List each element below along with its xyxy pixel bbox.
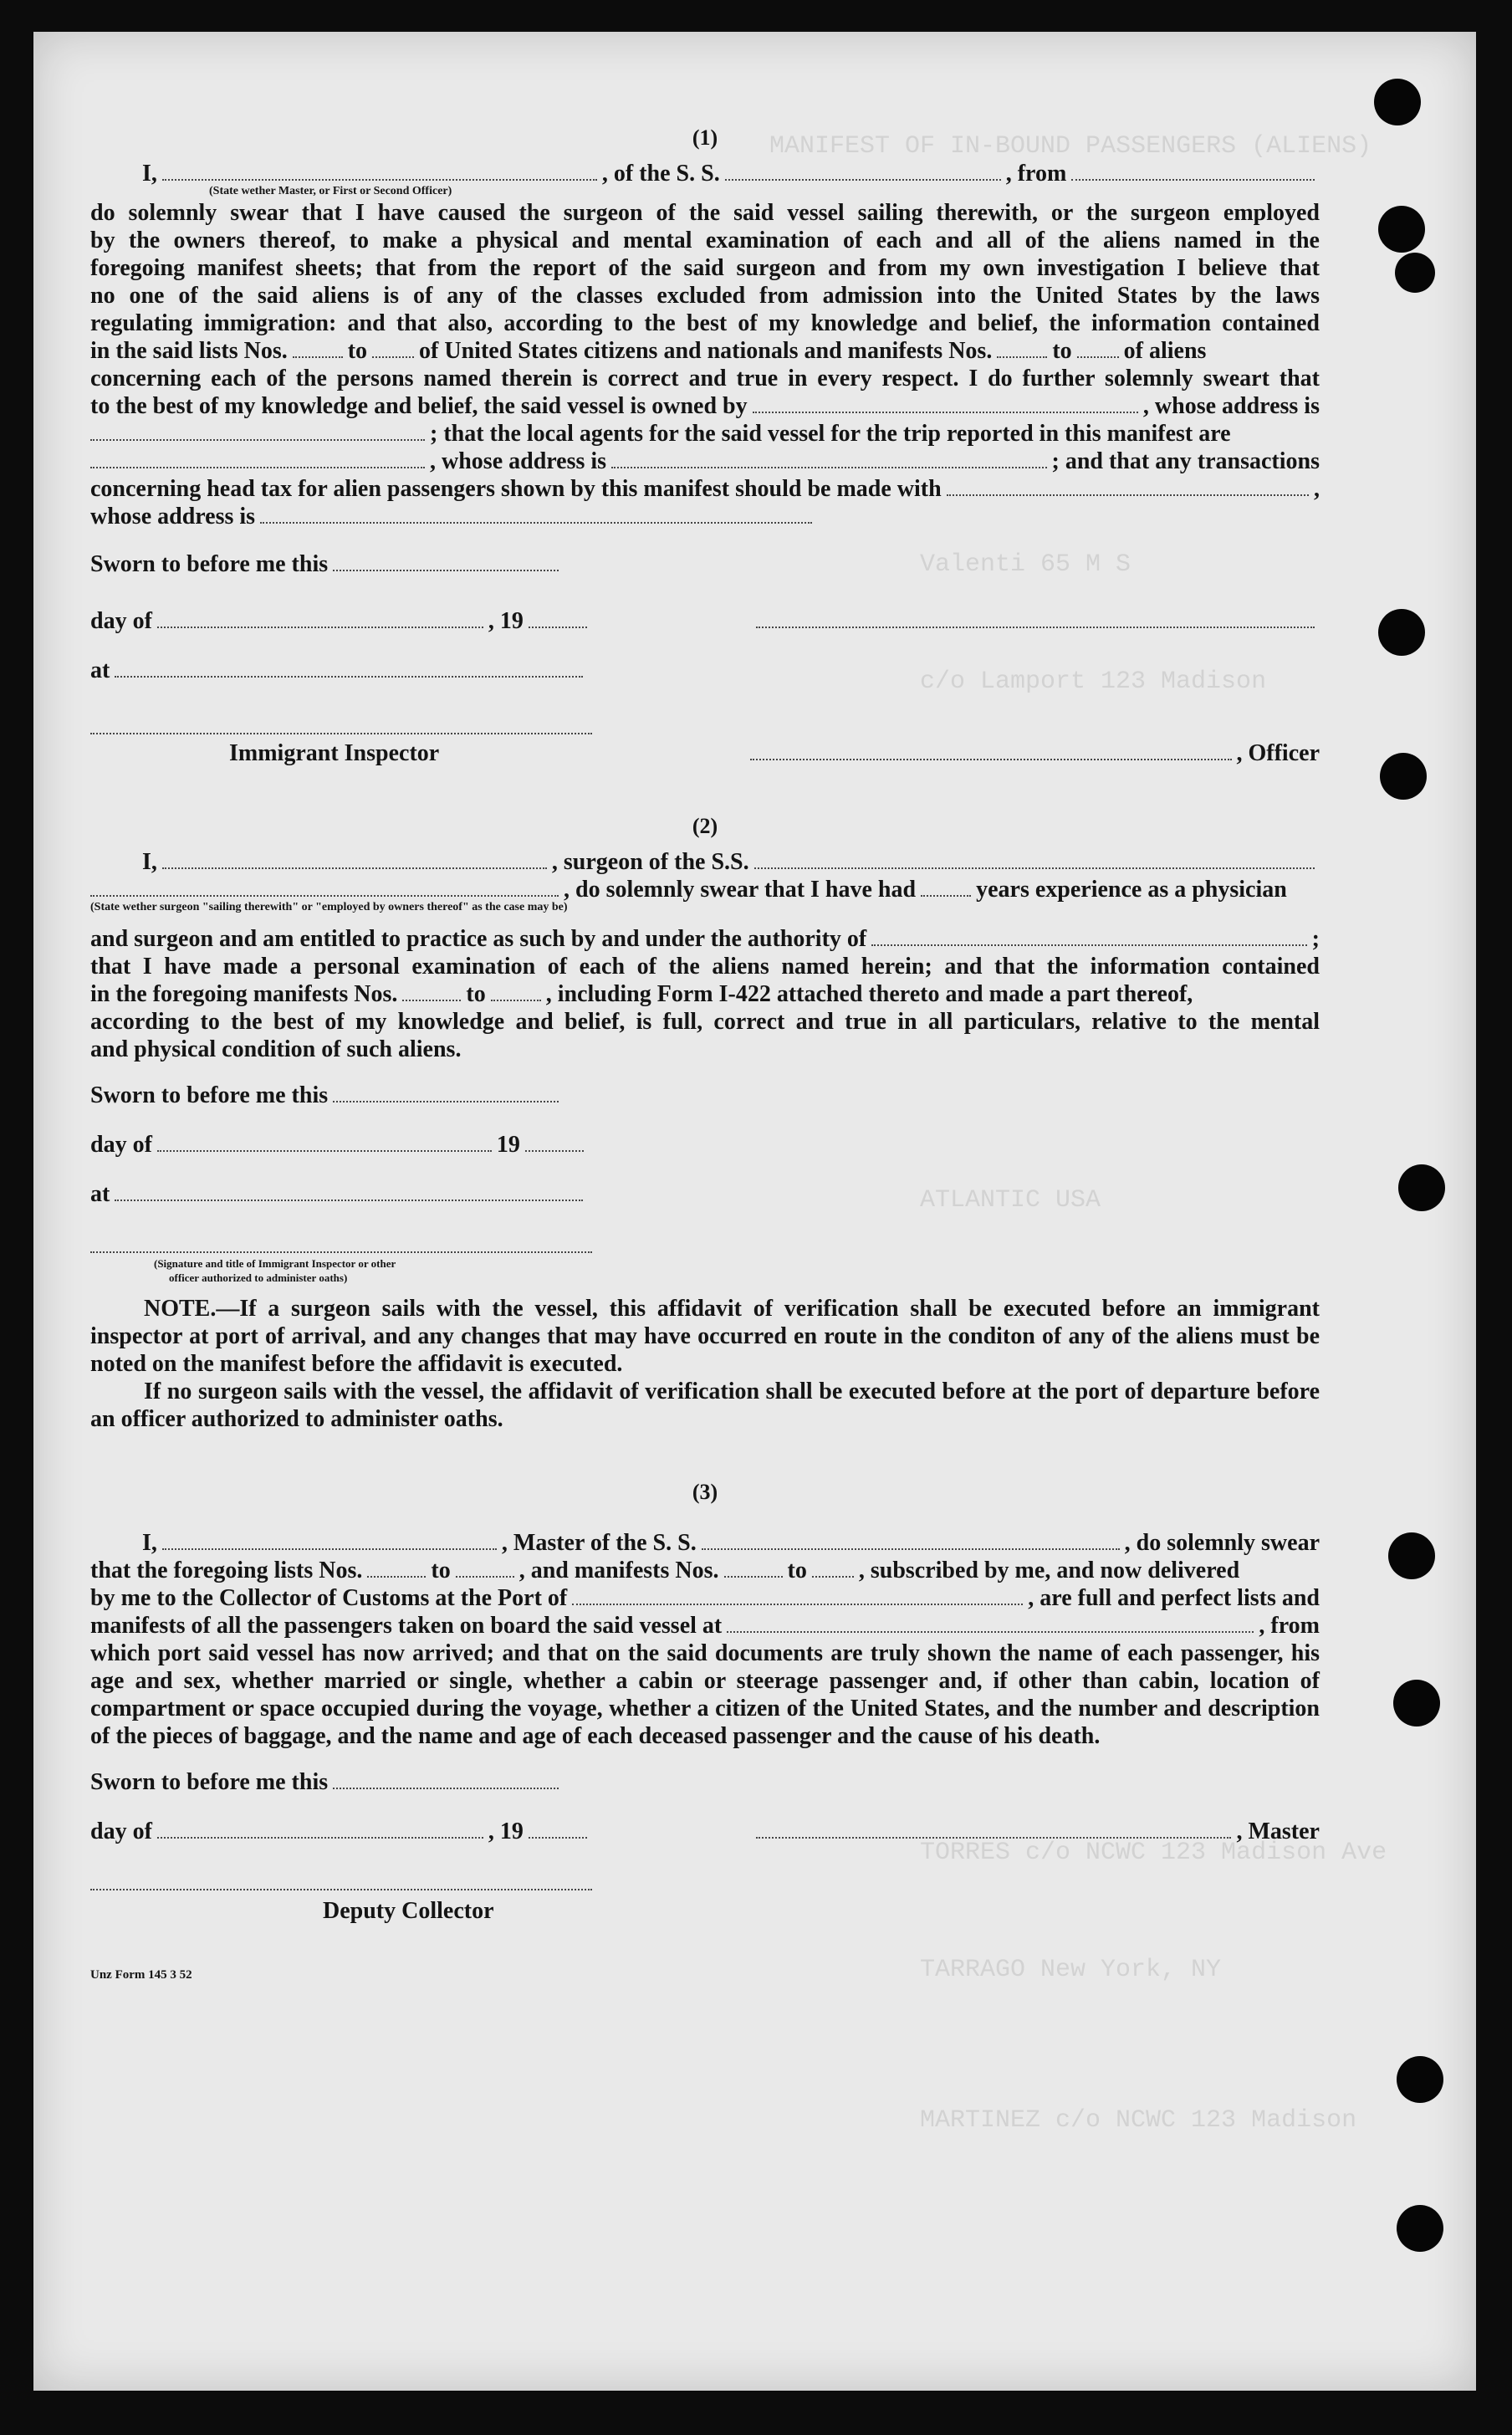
deputy-signature-row [90, 1870, 1320, 1890]
surgeon-status-field[interactable] [90, 877, 559, 897]
officer-note: (State wether Master, or First or Second Officer) [209, 185, 452, 197]
section-3-line-2: that the foregoing lists Nos. to , and manifests Nos. to , subscribed by me, and now delivered [90, 1558, 1240, 1583]
section-2-line-3: and surgeon and am entitled to practice as such by and under the authority of ; [90, 926, 1320, 952]
master-vessel-field[interactable] [702, 1530, 1120, 1550]
agents-address-line: , whose address is ; and that any transactions [90, 448, 1320, 475]
section-2-line-2: , do solemnly swear that I have had years experience as a physician [90, 876, 1320, 903]
from-port-field[interactable] [1071, 161, 1315, 181]
section-1-text-line: foregoing manifest sheets; that from the report of the said surgeon and from my own investigation I believe that [90, 255, 1320, 281]
authority-field[interactable] [871, 926, 1306, 946]
lists-from-field[interactable] [293, 338, 343, 358]
punch-hole [1397, 2205, 1443, 2252]
year-field[interactable] [529, 608, 587, 628]
document-sheet [33, 32, 1476, 2391]
lists-from-field-3[interactable] [367, 1558, 426, 1578]
whose-address-line: whose address is [90, 503, 1320, 530]
inspector-signature-row [90, 714, 1320, 734]
section-1-text-line: no one of the said aliens is of any of the classes excluded from admission into the United States by the laws [90, 283, 1320, 309]
month-field-3[interactable] [157, 1819, 483, 1839]
punch-hole [1397, 2056, 1443, 2103]
inspector-officer-row [90, 739, 1320, 767]
at-line-1: at [90, 657, 1320, 684]
section-3-line-1: I, , Master of the S. S. , do solemnly swear [142, 1530, 1320, 1556]
manifests-to-field-2[interactable] [491, 981, 541, 1001]
year-field-3[interactable] [529, 1819, 587, 1839]
sworn-day-field[interactable] [333, 551, 559, 571]
embark-port-field[interactable] [727, 1613, 1254, 1633]
manifests-from-field-3[interactable] [724, 1558, 783, 1578]
manifests-to-field[interactable] [1077, 338, 1119, 358]
manifests-from-field[interactable] [997, 338, 1047, 358]
manifests-from-field-2[interactable] [402, 981, 461, 1001]
at-line-2: at [90, 1180, 1320, 1208]
inspector-signature-field[interactable] [90, 714, 592, 734]
lists-to-field-3[interactable] [456, 1558, 514, 1578]
at-place-field[interactable] [115, 657, 583, 678]
sworn-line-3: Sworn to before me this [90, 1768, 1320, 1796]
month-field-2[interactable] [157, 1132, 492, 1152]
signature-note-1: (Signature and title of Immigrant Inspector or other [154, 1257, 396, 1270]
master-label: , Master [1236, 1819, 1320, 1844]
note-paragraph-2: If no surgeon sails with the vessel, the affidavit of verification shall be executed before at the port of departure before an officer authorized to administer oaths. [90, 1379, 1320, 1432]
lists-to-field[interactable] [372, 338, 414, 358]
manifests-to-field-3[interactable] [812, 1558, 854, 1578]
sworn-day-field-3[interactable] [333, 1769, 559, 1789]
section-2-line-1: I, , surgeon of the S.S. [90, 848, 1320, 876]
port-field[interactable] [572, 1585, 1023, 1605]
head-tax-line: concerning head tax for alien passengers shown by this manifest should be made with , [90, 476, 1320, 502]
section-1-text-line: by the owners thereof, to make a physical and mental examination of each and all of the aliens named in the [90, 228, 1320, 253]
surgeon-name-field[interactable] [162, 849, 547, 869]
day-of-line-1: day of , 19 [90, 600, 1320, 635]
day-of-line-3: day of , 19 , Master [90, 1819, 1320, 1844]
sworn-day-field-2[interactable] [333, 1082, 559, 1102]
bleed-through-text: MANIFEST OF IN-BOUND PASSENGERS (ALIENS) Valenti 65 M S c/o Lamport 123 Madison ATLANTIC USA TORRES c/o NCWC 123 Madison Ave TARRAGO New York, NY MARTINEZ c/o NCWC 123 Madison [769, 132, 1387, 2135]
head-tax-agent-field[interactable] [947, 476, 1309, 496]
note-paragraph-1: NOTE.—If a surgeon sails with the vessel, this affidavit of verification shall be executed before an immigrant inspector at port of arrival, and any changes that may have occurred en route in the conditon of any of the aliens must be noted on the manifest before the affidavit is executed. [90, 1296, 1320, 1377]
lists-line: in the said lists Nos. to of United States citizens and nationals and manifests Nos. to of aliens [90, 338, 1207, 364]
sworn-line-1: Sworn to before me this [90, 550, 1320, 578]
affidavit-content [90, 124, 1320, 1989]
officer-title-field[interactable] [750, 740, 1231, 760]
officer-name-field[interactable] [162, 161, 597, 181]
owner-address-field[interactable] [90, 421, 425, 441]
master-name-field[interactable] [162, 1530, 497, 1550]
section-2-text-line: and physical condition of such aliens. [90, 1036, 462, 1062]
section-1-text-line: regulating immigration: and that also, according to the best of my knowledge and belief, the information contained [90, 310, 1320, 336]
agents-field[interactable] [90, 448, 425, 468]
year-field-2[interactable] [525, 1132, 584, 1152]
section-1-opening: I, , of the S. S. , from [90, 160, 1320, 187]
years-experience-field[interactable] [921, 877, 971, 897]
punch-hole [1388, 1532, 1435, 1579]
punch-hole [1395, 253, 1435, 293]
punch-hole [1393, 1680, 1440, 1726]
agents-line: ; that the local agents for the said vessel for the trip reported in this manifest are [90, 420, 1320, 448]
section-2-text-line: that I have made a personal examination of each of the aliens named herein; and that the information contained [90, 954, 1320, 980]
section-2-text-line: according to the best of my knowledge and belief, is full, correct and true in all particulars, relative to the mental [90, 1009, 1320, 1035]
sworn-line-2: Sworn to before me this [90, 1082, 1320, 1109]
inspector-signature-field-2[interactable] [90, 1233, 592, 1253]
punch-hole [1378, 609, 1425, 656]
section-1-text-line: do solemnly swear that I have caused the surgeon of the said vessel sailing therewith, or the surgeon employed [90, 200, 1320, 226]
form-number: Unz Form 145 3 52 [90, 1968, 192, 1982]
at-place-field-2[interactable] [115, 1181, 583, 1201]
section-3-number: (3) [692, 1480, 718, 1504]
deputy-collector-label: Deputy Collector [323, 1898, 494, 1924]
vessel-name-field[interactable] [725, 161, 1001, 181]
owned-line: to the best of my knowledge and belief, the said vessel is owned by , whose address is [90, 393, 1320, 419]
owner-field[interactable] [753, 393, 1138, 413]
agents-address-field[interactable] [611, 448, 1046, 468]
day-of-line-2: day of 19 [90, 1131, 1320, 1159]
punch-hole [1380, 753, 1427, 800]
punch-hole [1374, 79, 1421, 125]
officer-label: , Officer [1236, 740, 1320, 766]
deputy-signature-field[interactable] [90, 1870, 592, 1890]
section-2-number: (2) [692, 814, 718, 838]
section-3-line-3: by me to the Collector of Customs at the Port of , are full and perfect lists and [90, 1585, 1320, 1611]
master-signature-field[interactable] [756, 1819, 1232, 1839]
punch-hole [1398, 1164, 1445, 1211]
section-3-paragraph: which port said vessel has now arrived; and that on the said documents are truly shown the name of each passenger, his age and sex, whether married or single, whether a cabin or steerage passenger and, if other than cabin, location of compartment or space occupied during the voyage, whether a citizen of the United States, and the number and description of the pieces of baggage, and the name and age of each deceased passenger and the cause of his death. [90, 1640, 1320, 1749]
surgeon-vessel-field[interactable] [754, 849, 1315, 869]
signature-note-2: officer authorized to administer oaths) [169, 1271, 348, 1284]
month-field[interactable] [157, 608, 483, 628]
section-2-signature-row [90, 1233, 1320, 1253]
section-2-line-5: in the foregoing manifests Nos. to , including Form I-422 attached thereto and made a part thereof, [90, 981, 1193, 1007]
section-1-number: (1) [692, 125, 718, 150]
officer-signature-field[interactable] [756, 608, 1315, 628]
surgeon-note: (State wether surgeon "sailing therewith" or "employed by owners thereof" as the case may be) [90, 901, 568, 913]
section-1-text-line: concerning each of the persons named therein is correct and true in every respect. I do further solemnly sweart that [90, 366, 1320, 391]
punch-hole [1378, 206, 1425, 253]
immigrant-inspector-label: Immigrant Inspector [229, 740, 440, 766]
head-tax-address-field[interactable] [260, 504, 812, 524]
section-3-line-4: manifests of all the passengers taken on board the said vessel at , from [90, 1613, 1320, 1639]
